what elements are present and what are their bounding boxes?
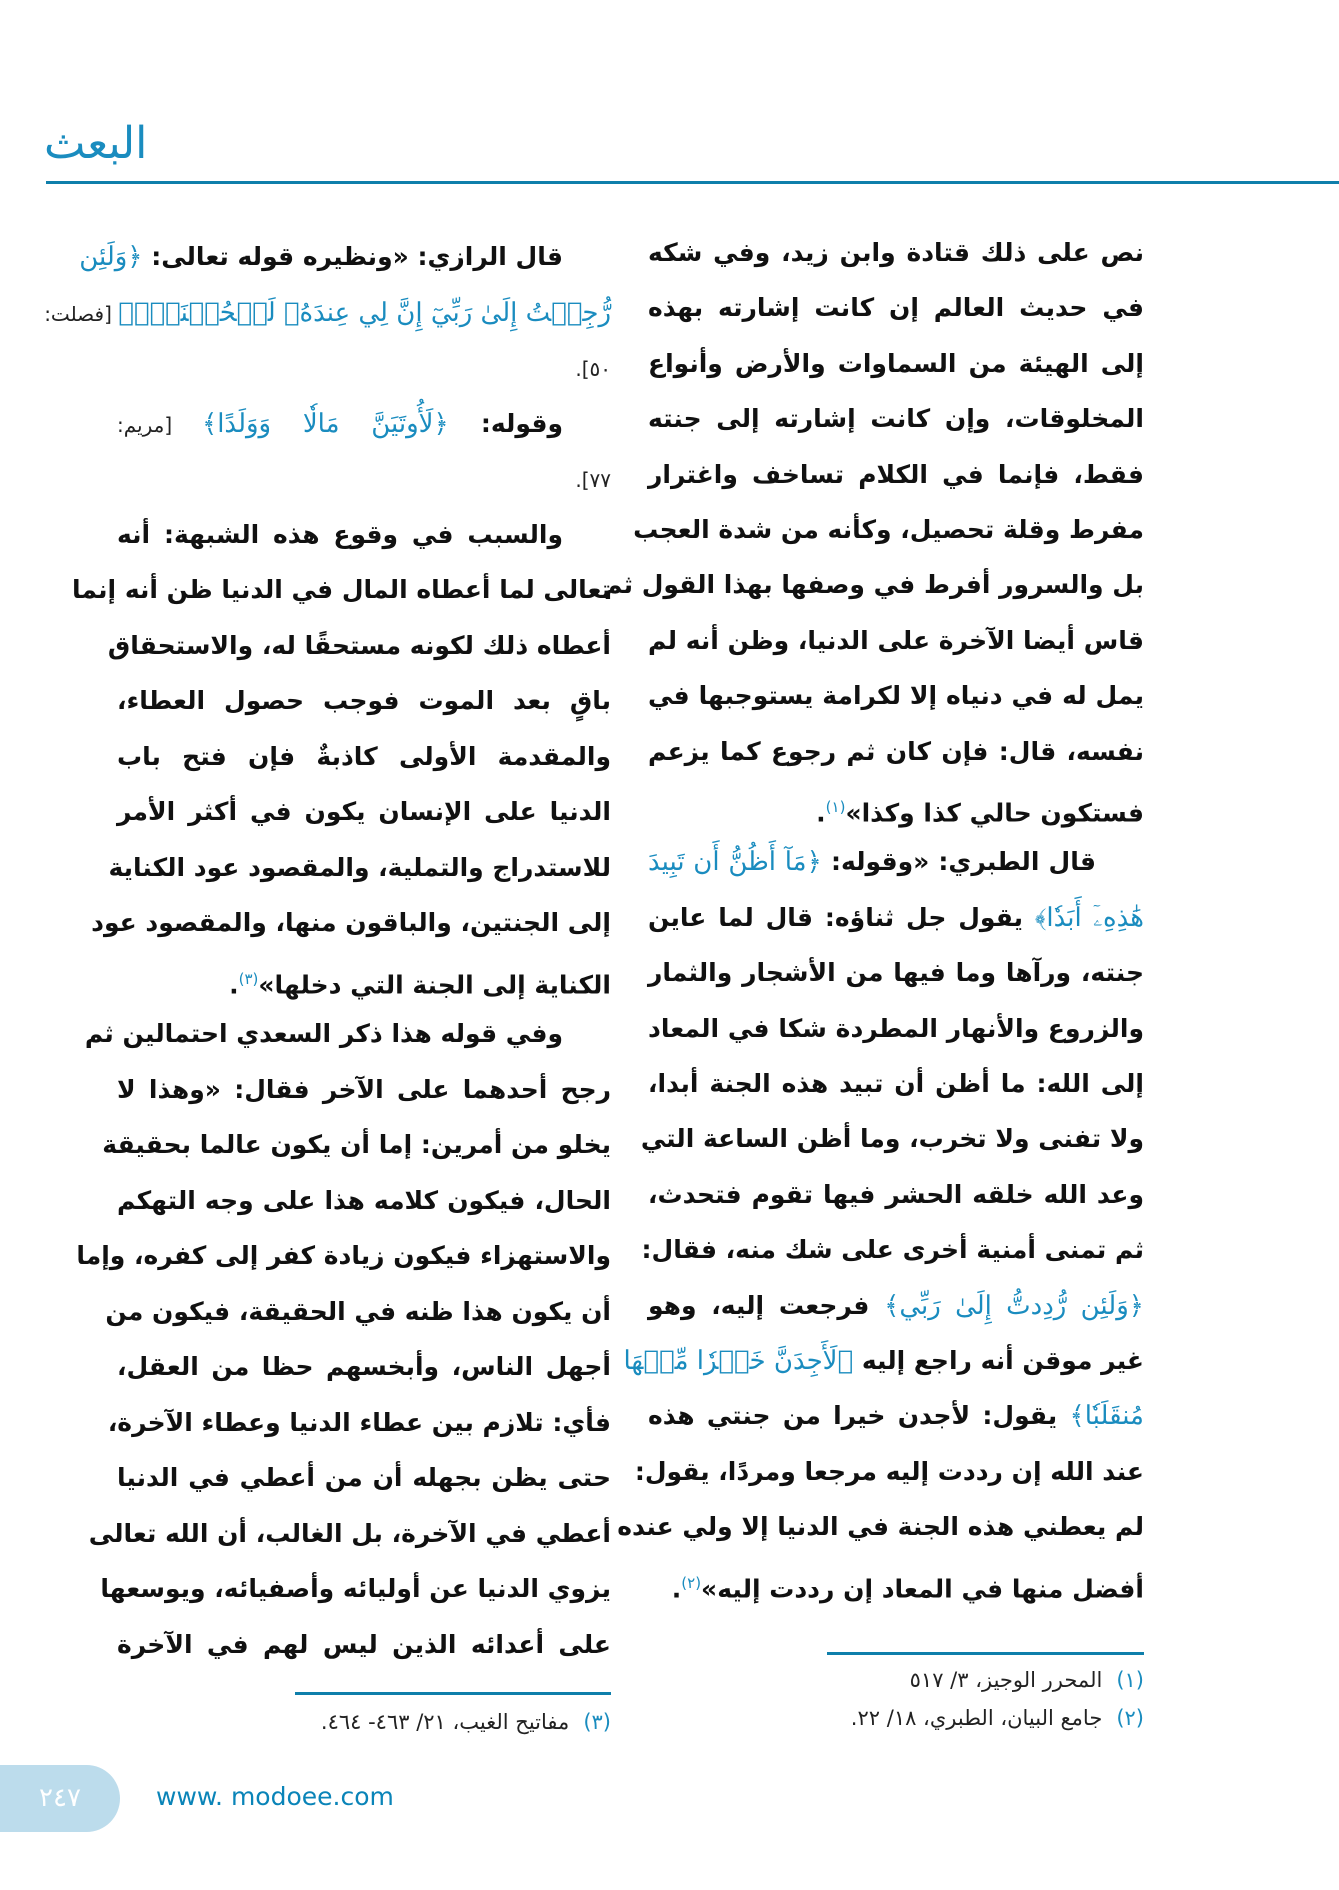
body-text: نفسه، قال: فإن كان ثم رجوع كما يزعم bbox=[648, 736, 1144, 766]
body-text: المخلوقات، وإن كانت إشارته إلى جنته bbox=[648, 404, 1144, 434]
body-text: إلى الجنتين، والباقون منها، والمقصود عود bbox=[91, 908, 611, 937]
text-line bbox=[102, 1120, 611, 1170]
text-line bbox=[617, 1502, 1144, 1552]
body-text: أن يكون هذا ظنه في الحقيقة، فيكون من bbox=[105, 1296, 611, 1326]
body-text: . bbox=[229, 969, 239, 999]
text-line bbox=[648, 782, 1144, 832]
text-line bbox=[648, 727, 1144, 777]
body-text: يقول جل ثناؤه: قال لما عاين bbox=[648, 902, 1035, 932]
footnote-rule-left bbox=[295, 1692, 611, 1695]
text-line bbox=[648, 1170, 1144, 1220]
body-text: يخلو من أمرين: إما أن يكون عالما بحقيقة bbox=[102, 1130, 611, 1159]
body-text: باقٍ بعد الموت فوجب حصول العطاء، bbox=[117, 686, 611, 715]
text-line bbox=[108, 843, 611, 893]
verse-citation: [فصلت: bbox=[44, 301, 119, 326]
quran-verse: ﴿وَلَئِن رُّدِدتُّ إِلَىٰ رَبِّي﴾ bbox=[884, 1290, 1144, 1321]
footnote-reference[interactable]: (٣) bbox=[238, 969, 259, 988]
footnote-number: (٢) bbox=[1116, 1706, 1144, 1730]
text-line bbox=[117, 1453, 611, 1503]
body-text: والزروع والأنهار المطردة شكا في المعاد bbox=[648, 1013, 1144, 1043]
text-line bbox=[648, 893, 1144, 943]
text-line bbox=[117, 343, 611, 393]
text-line bbox=[648, 837, 1144, 887]
text-line bbox=[633, 505, 1144, 555]
text-line bbox=[44, 288, 611, 338]
body-text: فرجعت إليه، وهو bbox=[648, 1290, 885, 1320]
quran-verse: رُّجِعۡتُ إِلَىٰ رَبِّيٓ إِنَّ لِي عِندَهُۥ لَلۡحُسۡنَىٰۚ﴾ bbox=[118, 297, 611, 328]
text-line bbox=[79, 232, 611, 282]
body-text: أعطي في الآخرة، بل الغالب، أن الله تعالى bbox=[88, 1518, 611, 1548]
footnote-number: (٣) bbox=[583, 1710, 611, 1734]
page-number-badge: ٢٤٧ bbox=[0, 1765, 120, 1832]
text-line bbox=[623, 1336, 1144, 1386]
text-line bbox=[117, 510, 611, 560]
text-line bbox=[648, 283, 1144, 333]
text-line bbox=[648, 339, 1144, 389]
body-text: الحال، فيكون كلامه هذا على وجه التهكم bbox=[117, 1185, 611, 1215]
text-line bbox=[76, 1231, 611, 1281]
text-line bbox=[91, 898, 611, 948]
body-text: بل والسرور أفرط في وصفها بهذا القول ثم bbox=[604, 570, 1144, 600]
body-text: والاستهزاء فيكون زيادة كفر إلى كفره، وإما bbox=[76, 1241, 611, 1270]
text-line bbox=[640, 1114, 1144, 1164]
text-line bbox=[117, 732, 611, 782]
verse-citation: [مريم: bbox=[117, 412, 202, 437]
body-text: والمقدمة الأولى كاذبةٌ فإن فتح باب bbox=[117, 741, 611, 771]
text-line bbox=[117, 676, 611, 726]
body-text: وقوله: bbox=[448, 408, 563, 438]
text-line bbox=[641, 1225, 1144, 1275]
body-text: قال الطبري: «وقوله: bbox=[821, 847, 1096, 877]
body-text: يزوي الدنيا عن أوليائه وأصفيائه، ويوسعها bbox=[100, 1574, 611, 1603]
text-line bbox=[107, 621, 611, 671]
text-line bbox=[648, 228, 1144, 278]
body-text: يمل له في دنياه إلا لكرامة يستوجبها في bbox=[648, 681, 1144, 711]
body-text: مفرط وقلة تحصيل، وكأنه من شدة العجب bbox=[633, 515, 1144, 544]
text-line bbox=[648, 1391, 1144, 1441]
footnote-text: جامع البيان، الطبري، ١٨/ ٢٢. bbox=[850, 1706, 1103, 1730]
quran-verse: ﴿لَأُوتَيَنَّ مَالٗا وَوَلَدًا﴾ bbox=[201, 408, 449, 439]
body-text: الكناية إلى الجنة التي دخلها» bbox=[258, 969, 611, 999]
body-text: تعالى لما أعطاه المال في الدنيا ظن أنه إنما bbox=[72, 575, 611, 604]
text-line bbox=[117, 787, 611, 837]
body-text: فستكون حالي كذا وكذا» bbox=[845, 798, 1144, 828]
text-line bbox=[634, 1447, 1144, 1497]
body-text: أجهل الناس، وأبخسهم حظا من العقل، bbox=[117, 1352, 611, 1381]
text-line bbox=[105, 1287, 611, 1337]
text-line bbox=[648, 394, 1144, 444]
footnote-rule-right bbox=[827, 1652, 1144, 1655]
text-line bbox=[117, 399, 611, 449]
quran-verse: مُنقَلَبٗا﴾ bbox=[1069, 1401, 1144, 1432]
header-rule bbox=[46, 181, 1339, 184]
body-text: وفي قوله هذا ذكر السعدي احتمالين ثم bbox=[84, 1019, 563, 1048]
website-link[interactable]: www. modoee.com bbox=[156, 1782, 394, 1811]
body-text: نص على ذلك قتادة وابن زيد، وفي شكه bbox=[648, 238, 1144, 267]
body-text: يقول: لأجدن خيرا من جنتي هذه bbox=[648, 1401, 1070, 1431]
footnote-reference[interactable]: (٢) bbox=[681, 1573, 702, 1592]
text-line bbox=[88, 1509, 611, 1559]
text-line bbox=[648, 450, 1144, 500]
footnote-2 bbox=[851, 1700, 1144, 1736]
body-text: إلى الهيئة من السماوات والأرض وأنواع bbox=[648, 348, 1144, 378]
body-text: إلى الله: ما أظن أن تبيد هذه الجنة أبدا، bbox=[648, 1069, 1144, 1098]
text-line bbox=[648, 1059, 1144, 1109]
footnote-number: (١) bbox=[1116, 1668, 1144, 1692]
body-text: للاستدراج والتملية، والمقصود عود الكناية bbox=[108, 852, 611, 882]
text-line bbox=[84, 1009, 611, 1059]
body-text: لم يعطني هذه الجنة في الدنيا إلا ولي عنده bbox=[617, 1512, 1144, 1542]
footnote-text: مفاتيح الغيب، ٢١/ ٤٦٣- ٤٦٤. bbox=[320, 1710, 570, 1734]
text-line bbox=[648, 616, 1144, 666]
body-text: حتى يظن بجهله أن من أعطي في الدنيا bbox=[117, 1463, 611, 1492]
text-line bbox=[117, 1065, 611, 1115]
text-line bbox=[72, 565, 611, 615]
text-line bbox=[648, 1558, 1144, 1608]
body-text: ولا تفنى ولا تخرب، وما أظن الساعة التي bbox=[640, 1124, 1144, 1154]
text-line bbox=[648, 948, 1144, 998]
body-text: والسبب في وقوع هذه الشبهة: أنه bbox=[117, 519, 563, 549]
body-text: قال الرازي: «ونظيره قوله تعالى: bbox=[142, 242, 563, 271]
footnote-3 bbox=[321, 1704, 611, 1740]
footnote-text: المحرر الوجيز، ٣/ ٥١٧ bbox=[909, 1668, 1103, 1692]
body-text: وعد الله خلقه الحشر فيها تقوم فتحدث، bbox=[648, 1179, 1144, 1209]
body-text: . bbox=[671, 1573, 682, 1603]
text-line bbox=[117, 954, 611, 1004]
body-text: على أعدائه الذين ليس لهم في الآخرة bbox=[117, 1629, 611, 1659]
body-text: فقط، فإنما في الكلام تساخف واغترار bbox=[648, 459, 1144, 489]
body-text: جنته، ورآها وما فيها من الأشجار والثمار bbox=[648, 958, 1144, 988]
text-line bbox=[100, 1564, 611, 1614]
text-line bbox=[648, 671, 1144, 721]
text-line bbox=[117, 1342, 611, 1392]
body-text: . bbox=[816, 798, 826, 828]
chapter-title: البعث bbox=[44, 118, 148, 169]
text-line bbox=[117, 454, 611, 504]
body-text: الدنيا على الإنسان يكون في أكثر الأمر bbox=[117, 797, 611, 826]
footnote-1 bbox=[910, 1662, 1144, 1698]
body-text: أعطاه ذلك لكونه مستحقًا له، والاستحقاق bbox=[107, 630, 611, 660]
body-text: فأي: تلازم بين عطاء الدنيا وعطاء الآخرة، bbox=[107, 1407, 611, 1437]
body-text: ثم تمنى أمنية أخرى على شك منه، فقال: bbox=[641, 1235, 1144, 1265]
quran-verse: ﴿مَآ أَظُنُّ أَن تَبِيدَ bbox=[648, 847, 822, 878]
body-text: قاس أيضا الآخرة على الدنيا، وظن أنه لم bbox=[648, 625, 1144, 655]
verse-citation: ٥٠]. bbox=[575, 357, 611, 381]
quran-verse: هَٰذِهِۦٓ أَبَدٗا﴾ bbox=[1034, 902, 1144, 933]
quran-verse: ﴿لَأَجِدَنَّ خَيۡرٗا مِّنۡهَا bbox=[623, 1346, 854, 1376]
text-line bbox=[604, 560, 1144, 610]
body-text: في حديث العالم إن كانت إشارته بهذه bbox=[648, 293, 1144, 323]
verse-citation: ٧٧]. bbox=[575, 468, 611, 492]
body-text: غير موقن أنه راجع إليه bbox=[853, 1346, 1144, 1375]
footnote-reference[interactable]: (١) bbox=[825, 798, 846, 816]
body-text: عند الله إن رددت إليه مرجعا ومردًا، يقول: bbox=[634, 1456, 1144, 1486]
body-text: أفضل منها في المعاد إن رددت إليه» bbox=[701, 1573, 1144, 1603]
text-line bbox=[107, 1398, 611, 1448]
quran-verse: ﴿وَلَئِن bbox=[79, 242, 143, 272]
text-line bbox=[648, 1004, 1144, 1054]
text-line bbox=[117, 1176, 611, 1226]
text-line bbox=[648, 1281, 1144, 1331]
body-text: رجح أحدهما على الآخر فقال: «وهذا لا bbox=[117, 1074, 611, 1104]
text-line bbox=[117, 1620, 611, 1670]
